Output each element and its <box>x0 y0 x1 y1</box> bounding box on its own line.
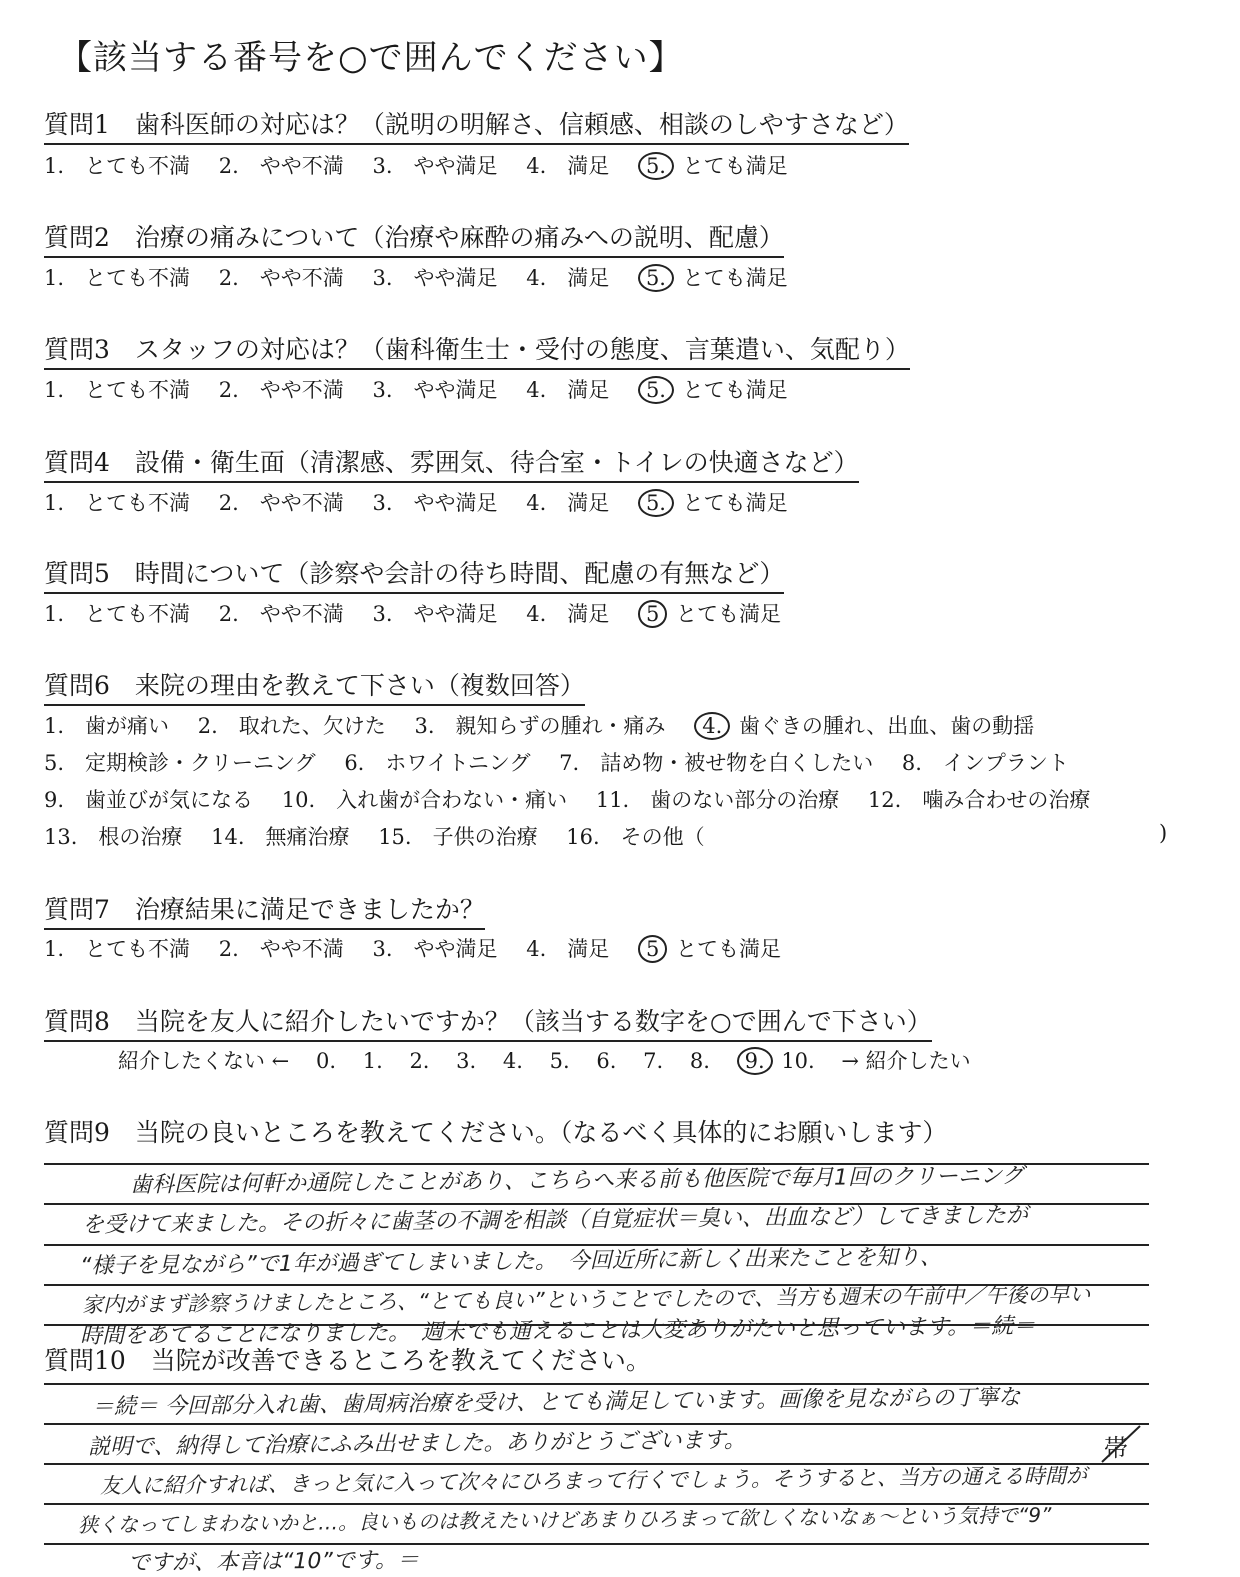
q6-option-13[interactable]: 13. 根の治療 <box>44 825 183 849</box>
q6-option-10[interactable]: 10. 入れ歯が合わない・痛い <box>281 788 568 812</box>
q5-option-4[interactable]: 4. 満足 <box>526 602 610 626</box>
q4-option-5-circled[interactable]: 5. <box>638 489 674 517</box>
q6-option-8[interactable]: 8. インプラント <box>901 751 1069 775</box>
q3-option-5-circled[interactable]: 5. <box>638 376 674 404</box>
q9-answer-line-2: を受けて来ました。その折々に歯茎の不調を相談（自覚症状＝臭い、出血など）してきましたが <box>81 1203 1029 1238</box>
q4-option-5-label: とても満足 <box>682 491 788 515</box>
q7-title: 質問7 治療結果に満足できましたか？ <box>44 890 485 930</box>
q3-option-2[interactable]: 2. やや不満 <box>218 378 344 402</box>
q1-option-5-label: とても満足 <box>682 154 788 178</box>
q5-option-5-label: とても満足 <box>676 602 781 626</box>
q6-row-2 <box>44 747 1091 777</box>
q1-option-5-circled[interactable]: 5. <box>638 152 674 180</box>
q8-score-5[interactable]: 5. <box>549 1049 570 1073</box>
q5-option-1[interactable]: 1. とても不満 <box>44 602 191 626</box>
q1-options <box>44 150 810 180</box>
q6-option-1[interactable]: 1. 歯が痛い <box>44 714 170 738</box>
q8-score-4[interactable]: 4. <box>502 1049 523 1073</box>
q4-title: 質問4 設備・衛生面（清潔感、雰囲気、待合室・トイレの快適さなど） <box>44 443 859 483</box>
q8-right-label: → 紹介したい <box>841 1049 971 1073</box>
q6-option-7[interactable]: 7. 詰め物・被せ物を白くしたい <box>559 751 874 775</box>
q10-answer-line-2: 説明で、納得して治療にふみ出せました。ありがとうございます。 <box>87 1428 746 1460</box>
q5-options <box>44 598 803 628</box>
q8-score-7[interactable]: 7. <box>643 1049 664 1073</box>
q3-title: 質問3 スタッフの対応は？（歯科衛生士・受付の態度、言葉遣い、気配り） <box>44 330 910 370</box>
q8-left-label: 紹介したくない ← <box>118 1049 290 1073</box>
q1-title: 質問1 歯科医師の対応は？（説明の明解さ、信頼感、相談のしやすさなど） <box>44 105 909 145</box>
q3-option-3[interactable]: 3. やや満足 <box>372 378 498 402</box>
q10-answer-line-4: 狭くなってしまわないかと…。良いものは教えたいけどあまりひろまって欲しくないなぁ～という気持で“9” <box>77 1502 1052 1537</box>
q6-row-3 <box>44 784 1112 814</box>
q3-option-5-label: とても満足 <box>682 378 788 402</box>
q7-option-3[interactable]: 3. やや満足 <box>372 937 498 961</box>
page-title: 【該当する番号を○で囲んでください】 <box>58 38 684 78</box>
q10-title: 質問10 当院が改善できるところを教えてください。 <box>44 1346 651 1375</box>
q6-option-4-circled[interactable]: 4. <box>694 712 730 740</box>
q8-title: 質問8 当院を友人に紹介したいですか？（該当する数字を○で囲んで下さい） <box>44 1002 932 1042</box>
q6-option-12[interactable]: 12. 噛み合わせの治療 <box>867 788 1091 812</box>
q8-score-9-circled[interactable]: 9. <box>737 1047 773 1075</box>
annotation-stroke <box>1100 1418 1160 1468</box>
q7-option-5-circled[interactable]: 5 <box>638 935 667 963</box>
q7-options <box>44 933 803 963</box>
q1-option-3[interactable]: 3. やや満足 <box>372 154 498 178</box>
q6-option-9[interactable]: 9. 歯並びが気になる <box>44 788 254 812</box>
q10-answer-line-3: 友人に紹介すれば、きっと気に入って次々にひろまって行くでしょう。そうすると、当方の通える時間が <box>99 1463 1088 1498</box>
q6-title: 質問6 来院の理由を教えて下さい（複数回答） <box>44 666 585 706</box>
q3-options <box>44 374 810 404</box>
q6-other-close-paren: ) <box>1159 821 1168 845</box>
q8-score-6[interactable]: 6. <box>596 1049 617 1073</box>
q4-option-4[interactable]: 4. 満足 <box>526 491 610 515</box>
q7-option-2[interactable]: 2. やや不満 <box>218 937 344 961</box>
q6-option-6[interactable]: 6. ホワイトニング <box>344 751 531 775</box>
q6-option-2[interactable]: 2. 取れた、欠けた <box>197 714 386 738</box>
q5-option-5-circled[interactable]: 5 <box>638 600 667 628</box>
q2-options <box>44 262 810 292</box>
q4-option-3[interactable]: 3. やや満足 <box>372 491 498 515</box>
q9-answer-line-1: 歯科医院は何軒か通院したことがあり、こちらへ来る前も他医院で毎月1回のクリーニング <box>129 1163 1024 1198</box>
q6-option-15[interactable]: 15. 子供の治療 <box>378 825 538 849</box>
q8-score-10[interactable]: 10. <box>781 1049 815 1073</box>
q9-title: 質問9 当院の良いところを教えてください。（なるべく具体的にお願いします） <box>44 1118 948 1147</box>
q8-score-2[interactable]: 2. <box>409 1049 430 1073</box>
q6-option-14[interactable]: 14. 無痛治療 <box>211 825 350 849</box>
q5-option-3[interactable]: 3. やや満足 <box>372 602 498 626</box>
q7-option-5-label: とても満足 <box>676 937 781 961</box>
q4-option-1[interactable]: 1. とても不満 <box>44 491 191 515</box>
q10-margin-annotation: 帯 <box>1104 1434 1128 1462</box>
q2-option-3[interactable]: 3. やや満足 <box>372 266 498 290</box>
q2-option-2[interactable]: 2. やや不満 <box>218 266 344 290</box>
q10-answer-line-5: ですが、本音は“10”です。＝ <box>127 1547 420 1576</box>
q2-title: 質問2 治療の痛みについて（治療や麻酔の痛みへの説明、配慮） <box>44 218 784 258</box>
q9-answer-line-5: 時間をあてることになりました。 週末でも通えることは大変ありがたいと思っています。＝続＝ <box>79 1313 1036 1349</box>
q3-option-4[interactable]: 4. 満足 <box>526 378 610 402</box>
q5-title: 質問5 時間について（診察や会計の待ち時間、配慮の有無など） <box>44 554 784 594</box>
q2-option-4[interactable]: 4. 満足 <box>526 266 610 290</box>
q6-option-4-label: 歯ぐきの腫れ、出血、歯の動揺 <box>738 714 1035 738</box>
q6-row-1 <box>44 710 1056 740</box>
q6-row-4 <box>44 821 727 851</box>
q6-option-5[interactable]: 5. 定期検診・クリーニング <box>44 751 316 775</box>
q2-option-1[interactable]: 1. とても不満 <box>44 266 191 290</box>
q8-score-0[interactable]: 0. <box>315 1049 337 1073</box>
q4-options <box>44 487 810 517</box>
q8-score-1[interactable]: 1. <box>362 1049 383 1073</box>
q9-answer-line-3: “様子を見ながら”で1年が過ぎてしまいました。 今回近所に新しく出来たことを知り、 <box>79 1244 942 1279</box>
q1-option-1[interactable]: 1. とても不満 <box>44 154 191 178</box>
q8-score-8[interactable]: 8. <box>689 1049 710 1073</box>
q10-answer-line-1: ＝続＝ 今回部分入れ歯、歯周病治療を受け、とても満足しています。画像を見ながらの丁寧な <box>91 1385 1021 1420</box>
q2-option-5-label: とても満足 <box>682 266 788 290</box>
q6-option-3[interactable]: 3. 親知らずの腫れ・痛み <box>414 714 666 738</box>
q7-option-1[interactable]: 1. とても不満 <box>44 937 191 961</box>
q2-option-5-circled[interactable]: 5. <box>638 264 674 292</box>
q8-scale <box>118 1045 991 1075</box>
q1-option-4[interactable]: 4. 満足 <box>526 154 610 178</box>
q6-option-11[interactable]: 11. 歯のない部分の治療 <box>595 788 840 812</box>
q6-option-16[interactable]: 16. その他（ <box>566 825 705 849</box>
q3-option-1[interactable]: 1. とても不満 <box>44 378 191 402</box>
q8-score-3[interactable]: 3. <box>456 1049 477 1073</box>
q6-reasons <box>44 710 1224 860</box>
q5-option-2[interactable]: 2. やや不満 <box>218 602 344 626</box>
q4-option-2[interactable]: 2. やや不満 <box>218 491 344 515</box>
q7-option-4[interactable]: 4. 満足 <box>526 937 610 961</box>
q1-option-2[interactable]: 2. やや不満 <box>218 154 344 178</box>
q9-answer-line-4: 家内がまず診察うけましたところ、“とても良い”ということでしたので、当方も週末の午前中／午後の早い <box>81 1282 1091 1317</box>
